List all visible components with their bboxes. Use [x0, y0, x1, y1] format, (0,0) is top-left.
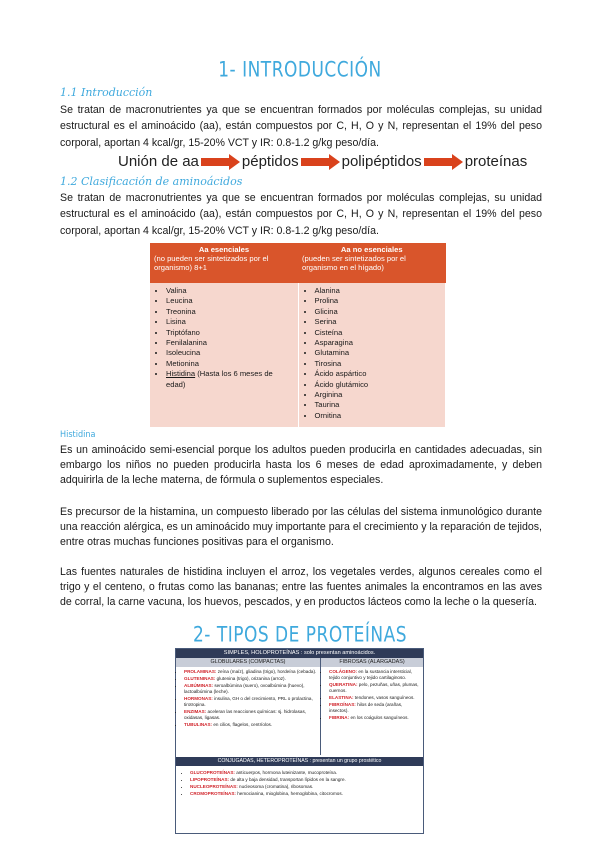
essential-title: Aa esenciales — [198, 245, 250, 254]
chain-step: Unión de aa — [118, 153, 199, 170]
histidina-heading: Histidina — [60, 430, 96, 440]
list-item: • HORMONAS: insulina, GH o del crecimiento, PRL o prolactina, tirotropina. — [184, 696, 320, 708]
histidina-paragraph-3: Las fuentes naturales de histidina incluyen el arroz, los vegetales verdes, algunos cereales como el trigo y el centeno, o frutas como las bananas; entre las fuentes animales la encontramos en las aves de corral, la carne vacuna, los huevos, pescados, y en productos lácteos como la leche o la quesería. — [60, 566, 542, 608]
list-item: • TUBULINAS: en cilios, flagelos, centríolos. — [184, 722, 320, 728]
globular-header: GLOBULARES (COMPACTAS) — [176, 658, 320, 667]
list-item: • Tirosina — [315, 359, 442, 369]
list-item: • Metionina — [166, 359, 294, 369]
list-item: • CROMOPROTEÍNAS: hemocianina, mioglobina, hemoglobina, citocromos. — [190, 791, 417, 797]
list-item: • NUCLEOPROTEÍNAS: nucleosoma (cromatina), ribosomas. — [190, 784, 417, 790]
chain-step: péptidos — [241, 153, 299, 170]
list-item: • PROLAMINAS: zeína (maíz), gliadina (trigo), hordeína (cebada). — [184, 669, 320, 675]
classification-paragraph: Se tratan de macronutrientes ya que se encuentran formados por moléculas complejas, su unidad estructural es el aminoácido (aa), están compuestos por C, H, O y N, representan el 19% del peso corporal, aportan 4 kcal/gr, 15-20% VCT y IR: 0.8-1.2 g/kg peso/día. — [60, 192, 542, 237]
list-item: • FIBROÍNAS: hilos de seda (arañas, insectos). — [329, 702, 423, 714]
section-title-tipos: 2- TIPOS DE PROTEÍNAS — [192, 622, 408, 648]
intro-paragraph: Se tratan de macronutrientes ya que se encuentran formados por moléculas complejas, su unidad estructural es el aminoácido (aa), están compuestos por C, H, O y N, representan el 19% del peso corporal, aportan 4 kcal/gr, 15-20% VCT y IR: 0.8-1.2 g/kg peso/día. — [60, 104, 542, 149]
chain-step: polipéptidos — [341, 153, 422, 170]
list-item: • ENZIMAS: aceleran las reacciones químicas: sj. hidrolasas, oxidasas, ligasas. — [184, 709, 320, 721]
list-item: • Ácido glutámico — [315, 380, 442, 390]
essential-desc: (no pueden ser sintetizados por el organismo) 8+1 — [154, 254, 269, 272]
protein-types-table — [175, 648, 424, 834]
fibrous-header: FIBROSAS (ALARGADAS) — [321, 658, 423, 667]
list-item: • Arginina — [315, 390, 442, 400]
nonessential-title: Aa no esenciales — [340, 245, 403, 254]
arrow-right-icon — [301, 154, 340, 170]
list-item: • Lisina — [166, 317, 294, 327]
histidina-paragraph-1: Es un aminoácido semi-esencial porque los adultos pueden producirla en cantidades adecuadas, sin embargo los niños no pueden producirla hasta los 6 meses de edad aproximadamente, y deben adquirirla de la leche materna, de fórmula o suplementos especiales. — [60, 444, 542, 486]
simple-proteins-bar: SIMPLES, HOLOPROTEÍNAS : solo presentan aminoácidos. — [176, 649, 423, 658]
arrow-right-icon — [424, 154, 463, 170]
list-item: • Prolina — [315, 296, 442, 306]
chain-step: proteínas — [464, 153, 528, 170]
protein-chain — [118, 153, 527, 170]
globular-column — [176, 658, 321, 755]
list-item: • Asparagina — [315, 338, 442, 348]
list-item: • Triptófano — [166, 328, 294, 338]
list-item: • Ácido aspártico — [315, 369, 442, 379]
histidina-paragraph-2: Es precursor de la histamina, un compuesto liberado por las células del sistema inmunológico durante una reacción alérgica, es un aminoácido muy importante para el crecimiento y la reparación de tejidos, entre otras muchas funciones positivas para el organismo. — [60, 506, 542, 548]
list-item: • GLUCOPROTEÍNAS: anticuerpos, hormona luteinizante, mucoproteína. — [190, 770, 417, 776]
list-item: • Glicina — [315, 307, 442, 317]
section-title-introduccion: 1- INTRODUCCIÓN — [218, 57, 382, 83]
fibrous-column — [321, 658, 423, 755]
list-item: • Taurina — [315, 400, 442, 410]
essential-header — [150, 243, 298, 283]
list-item: • COLÁGENO: en la sustancia intersticial, tejido conjuntivo y tejido cartilaginoso. — [329, 669, 423, 681]
conjugated-proteins-bar: CONJUGADAS, HETEROPROTEÍNAS : presentan un grupo prostético — [176, 757, 423, 766]
list-item: • Valina — [166, 286, 294, 296]
list-item: • Leucina — [166, 296, 294, 306]
list-item: • Glutamina — [315, 348, 442, 358]
nonessential-desc: (pueden ser sintetizados por el organismo en el hígado) — [302, 254, 406, 272]
list-item: • ELASTINA: tendones, vasos sanguíneos. — [329, 695, 423, 701]
arrow-right-icon — [201, 154, 240, 170]
list-item — [166, 369, 294, 390]
subheading-introduccion: 1.1 Introducción — [60, 86, 153, 99]
list-item: • Fenilalanina — [166, 338, 294, 348]
list-item: • Ornitina — [315, 411, 442, 421]
list-item: • ALBÚMINAS: seroalbúmina (suero), ovoalbúmina (huevo), lactoalbúmina (leche). — [184, 683, 320, 695]
conjugated-list — [176, 766, 423, 801]
list-item: • Alanina — [315, 286, 442, 296]
nonessential-list-cell — [298, 283, 446, 427]
list-item: • Treonina — [166, 307, 294, 317]
amino-acid-table — [150, 243, 446, 427]
list-item: • FIBRINA: en los coágulos sanguíneos. — [329, 715, 423, 721]
list-item: • Serina — [315, 317, 442, 327]
subheading-clasificacion: 1.2 Clasificación de aminoácidos — [60, 175, 243, 188]
essential-list-cell — [150, 283, 298, 427]
nonessential-header — [298, 243, 446, 283]
list-item: • LIPOPROTEÍNAS: de alta y baja densidad, transportan lípidos en la sangre. — [190, 777, 417, 783]
histidina-name: Histidina — [166, 369, 196, 379]
list-item: • QUERATINA: pelo, pezuñas, uñas, plumas, cuernos. — [329, 682, 423, 694]
list-item: • GLUTENINAS: glutenina (trigo), orizanina (arroz). — [184, 676, 320, 682]
list-item: • Isoleucina — [166, 348, 294, 358]
list-item: • Cisteína — [315, 328, 442, 338]
histidina-note: (Hasta los 6 meses de edad) — [166, 369, 273, 389]
